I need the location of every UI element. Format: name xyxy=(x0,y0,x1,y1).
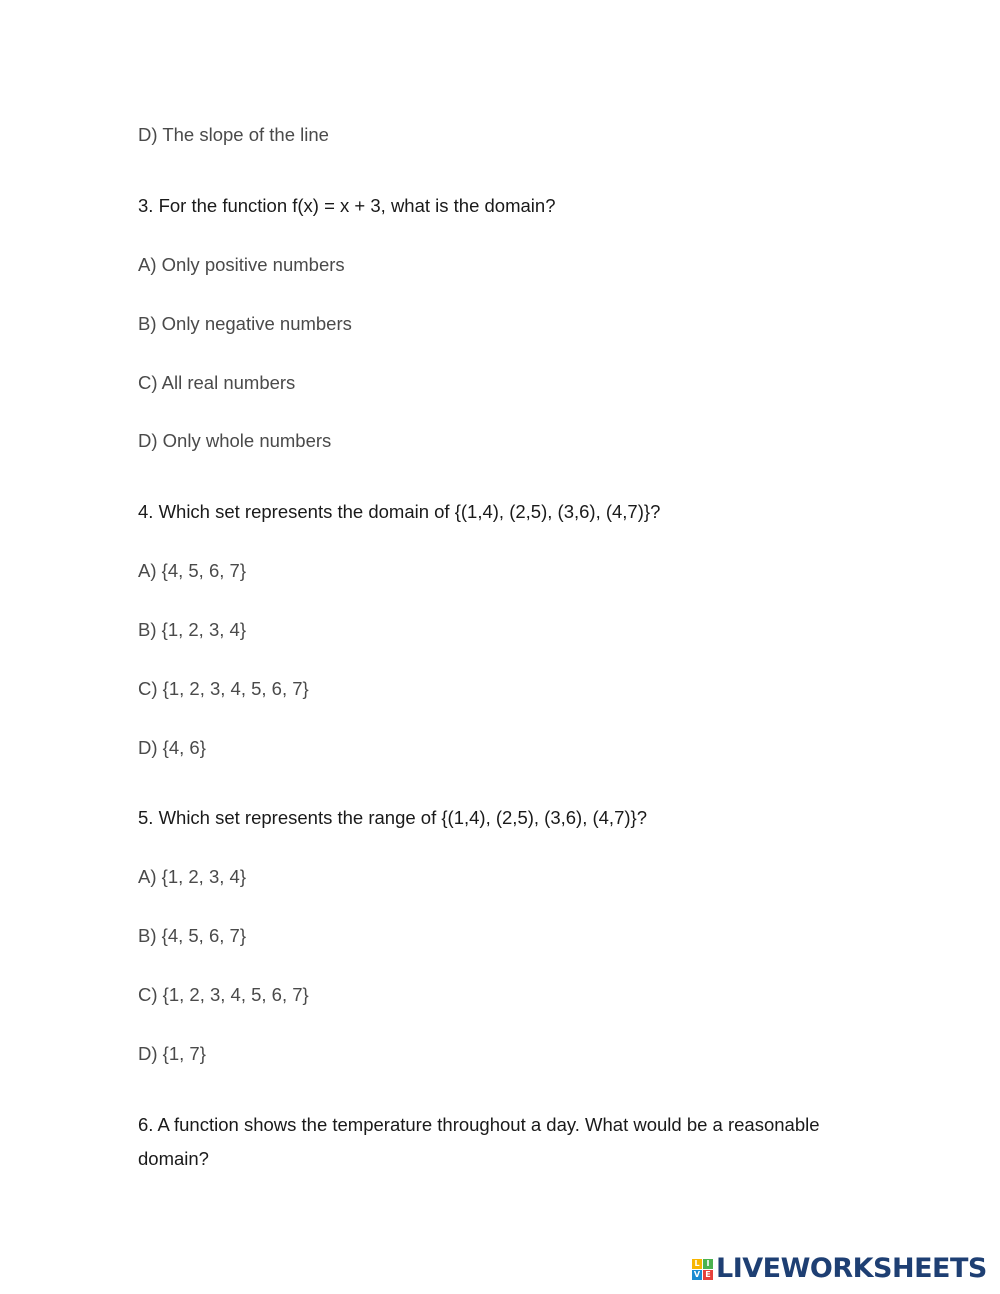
logo-mark-letter: I xyxy=(703,1259,713,1269)
liveworksheets-logo xyxy=(692,1253,987,1285)
logo-mark-letter: V xyxy=(693,1269,701,1279)
liveworksheets-mark-icon xyxy=(692,1259,713,1280)
answer-option-q4-b[interactable]: B) {1, 2, 3, 4} xyxy=(138,619,246,640)
answer-option-q5-c[interactable]: C) {1, 2, 3, 4, 5, 6, 7} xyxy=(138,984,309,1005)
answer-option-q3-a[interactable]: A) Only positive numbers xyxy=(138,254,345,275)
question-6-text: 6. A function shows the temperature throughout a day. What would be a reasonable domain? xyxy=(138,1114,820,1169)
answer-option-q3-d[interactable]: D) Only whole numbers xyxy=(138,430,332,451)
logo-mark-letter: L xyxy=(692,1259,702,1269)
answer-option-q4-d[interactable]: D) {4, 6} xyxy=(138,737,206,758)
answer-option-q3-c[interactable]: C) All real numbers xyxy=(138,372,296,393)
answer-option-q5-b[interactable]: B) {4, 5, 6, 7} xyxy=(138,925,246,946)
answer-option-q5-a[interactable]: A) {1, 2, 3, 4} xyxy=(138,866,246,887)
logo-mark-letter: E xyxy=(703,1270,713,1280)
answer-option-q4-a[interactable]: A) {4, 5, 6, 7} xyxy=(138,560,246,581)
question-5-text: 5. Which set represents the range of {(1,4), (2,5), (3,6), (4,7)}? xyxy=(138,807,647,828)
answer-option-q3-b[interactable]: B) Only negative numbers xyxy=(138,313,352,334)
question-3-text: 3. For the function f(x) = x + 3, what is the domain? xyxy=(138,195,556,216)
logo-text: LIVEWORKSHEETS xyxy=(716,1253,987,1284)
question-4-text: 4. Which set represents the domain of {(1,4), (2,5), (3,6), (4,7)}? xyxy=(138,501,661,522)
answer-option-q2-d[interactable]: D) The slope of the line xyxy=(138,124,329,145)
answer-option-q4-c[interactable]: C) {1, 2, 3, 4, 5, 6, 7} xyxy=(138,678,309,699)
answer-option-q5-d[interactable]: D) {1, 7} xyxy=(138,1043,206,1064)
